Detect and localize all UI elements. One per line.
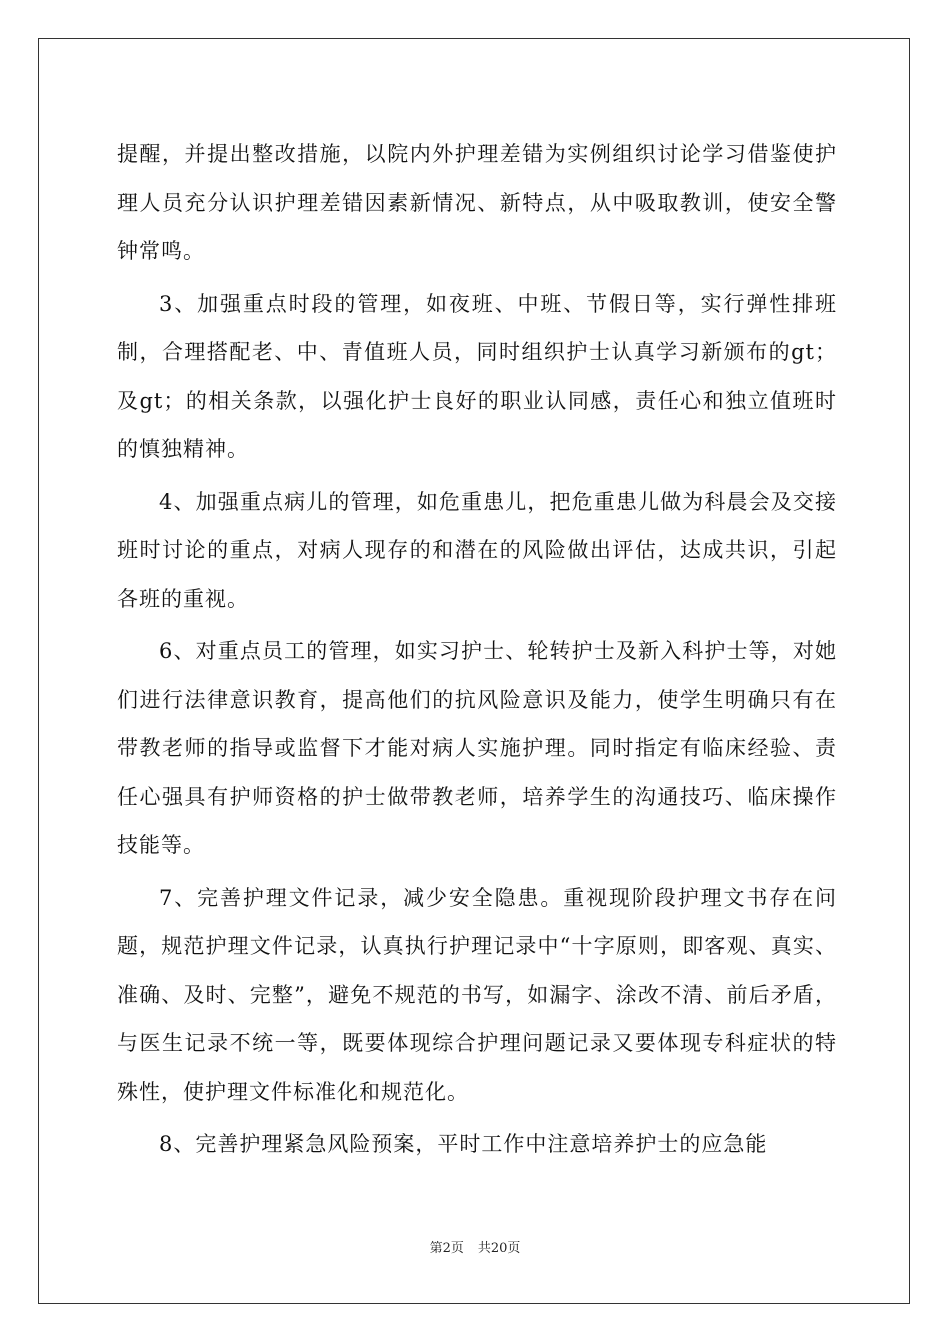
paragraph-item-3: 3、加强重点时段的管理，如夜班、中班、节假日等，实行弹性排班制，合理搭配老、中、青值班人员，同时组织护士认真学习新颁布的gt；及gt；的相关条款，以强化护士良好的职业认同感，责任心和独立值班时的慎独精神。 <box>117 291 837 461</box>
page-footer <box>0 1237 950 1256</box>
paragraph-item-6: 6、对重点员工的管理，如实习护士、轮转护士及新入科护士等，对她们进行法律意识教育，提高他们的抗风险意识及能力，使学生明确只有在带教老师的指导或监督下才能对病人实施护理。同时指定有临床经验、责任心强具有护师资格的护士做带教老师，培养学生的沟通技巧、临床操作技能等。 <box>117 639 837 857</box>
document-body <box>117 130 837 1169</box>
page-number: 第2页 <box>429 1241 464 1256</box>
paragraph-item-8: 8、完善护理紧急风险预案，平时工作中注意培养护士的应急能 <box>159 1132 768 1156</box>
paragraph-item-4: 4、加强重点病儿的管理，如危重患儿，把危重患儿做为科晨会及交接班时讨论的重点，对病人现存的和潜在的风险做出评估，达成共识，引起各班的重视。 <box>117 489 837 611</box>
paragraph-item-7: 7、完善护理文件记录，减少安全隐患。重视现阶段护理文书存在问题，规范护理文件记录，认真执行护理记录中“十字原则，即客观、真实、准确、及时、完整”，避免不规范的书写，如漏字、涂改不清、前后矛盾，与医生记录不统一等，既要体现综合护理问题记录又要体现专科症状的特殊性，使护理文件标准化和规范化。 <box>117 885 837 1104</box>
page-total: 共20页 <box>477 1241 521 1256</box>
paragraph-continuation: 提醒，并提出整改措施，以院内外护理差错为实例组织讨论学习借鉴使护理人员充分认识护理差错因素新情况、新特点，从中吸取教训，使安全警钟常鸣。 <box>117 142 837 263</box>
